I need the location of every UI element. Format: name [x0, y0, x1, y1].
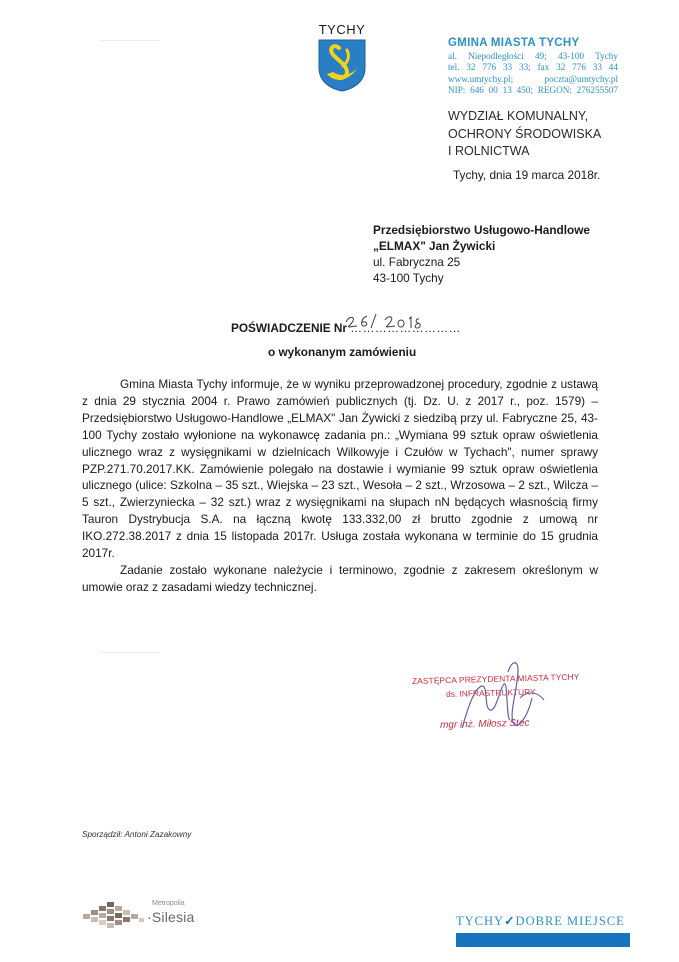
checkmark-icon: ✓: [504, 914, 516, 928]
tychy-slogan: [456, 913, 630, 929]
header-contact: [448, 37, 618, 97]
gmina-name: GMINA MIASTA TYCHY: [448, 37, 580, 49]
department-name: [448, 108, 601, 161]
tychy-dobre-miejsce-logo: [456, 913, 630, 949]
recipient-city: 43-100 Tychy: [373, 271, 444, 285]
slogan-bar: [456, 933, 630, 947]
slogan-right: DOBRE MIEJSCE: [515, 914, 625, 928]
contact-web-email: www.umtychy.pl; poczta@umtychy.pl: [448, 73, 618, 84]
certificate-subtitle: o wykonanym zamówieniu: [268, 345, 417, 359]
silesia-word: Silesia: [151, 909, 195, 925]
prepared-by: Sporządził: Antoni Zazakowny: [82, 830, 192, 839]
department-line: WYDZIAŁ KOMUNALNY,: [448, 109, 589, 123]
certificate-number-dots: ………………………: [350, 321, 461, 335]
city-crest-logo: [314, 22, 370, 92]
silesia-mark-icon: [83, 900, 147, 932]
crest-name: TYCHY: [318, 22, 366, 37]
body-paragraph: Gmina Miasta Tychy informuje, że w wyniku przeprowadzonej procedury, zgodnie z ustawą z dnia 29 stycznia 2004 r. Prawo zamówień publicznych (tj. Dz. U. z 2017 r., poz. 1579) – Przedsiębiorstwo Usługowo-Handlowe „ELMAX" Jan Żywicki z siedzibą przy ul. Fabryczne 25, 43-100 Tychy zostało wyłonione na wykonawcę zadania pn.: „Wymiana 99 sztuk opraw oświetlenia ulicznego wraz z wysięgnikami w dzielnicach Wilkowyje i Czułów w Tychach", numer sprawy PZP.271.70.2017.KK. Zamówienie polegało na dostawie i wymianie 99 sztuk opraw oświetlenia ulicznego (ulice: Szkolna – 35 szt., Wiejska – 23 szt., Wesoła – 2 szt., Wrzosowa – 2 szt., Wilcza – 5 szt., Zwierzyniecka – 32 szt.) wraz z wysięgnikami na słupach nN będących własnością firmy Tauron Dystrybucja S.A. na łączną kwotę 133.332,00 zł brutto zgodnie z umową nr IKO.272.38.2017 z dnia 15 listopada 2017r. Usługa została wykonana w terminie do 15 grudnia 2017r.: [82, 377, 598, 561]
letter-body: [82, 376, 598, 596]
contact-phone: tel. 32 776 33 33; fax 32 776 33 44: [448, 62, 618, 73]
stamp-subtitle: ds. INFRASTRUKTURY: [445, 686, 536, 699]
recipient-name: „ELMAX" Jan Żywicki: [373, 239, 496, 253]
body-paragraph: Zadanie zostało wykonane należycie i terminowo, zgodnie z zakresem określonym w umowie oraz z zasadami wiedzy technicznej.: [82, 562, 598, 594]
letter-date: Tychy, dnia 19 marca 2018r.: [453, 168, 601, 182]
contact-nip-regon: NIP: 646 00 13 450; REGON: 276255507: [448, 85, 618, 96]
metropolia-label: Metropolia: [152, 900, 185, 907]
recipient-address: [373, 222, 590, 286]
certificate-title-text: POŚWIADCZENIE Nr: [231, 321, 348, 335]
handwritten-certificate-number: [343, 310, 423, 332]
slogan-left: TYCHY: [456, 914, 505, 928]
metropolia-silesia-logo: [83, 898, 223, 932]
handwritten-signature: [445, 658, 558, 740]
stamp-title: ZASTĘPCA PREZYDENTA MIASTA TYCHY: [411, 671, 580, 686]
department-line: OCHRONY ŚRODOWISKA: [448, 126, 602, 141]
scan-artifact: [100, 652, 160, 653]
stamp-signatory: mgr inż. Miłosz Stec: [439, 717, 530, 731]
department-line: I ROLNICTWA: [448, 144, 530, 158]
recipient-company: Przedsiębiorstwo Usługowo-Handlowe: [373, 223, 590, 237]
official-stamp: [411, 671, 580, 742]
recipient-street: ul. Fabryczna 25: [373, 255, 461, 269]
certificate-title: [231, 321, 461, 335]
crest-shield-icon: [317, 38, 367, 92]
silesia-label: ·Silesia: [147, 909, 195, 925]
scan-artifact: [100, 40, 160, 41]
contact-address: al. Niepodległości 49; 43-100 Tychy: [448, 51, 618, 61]
